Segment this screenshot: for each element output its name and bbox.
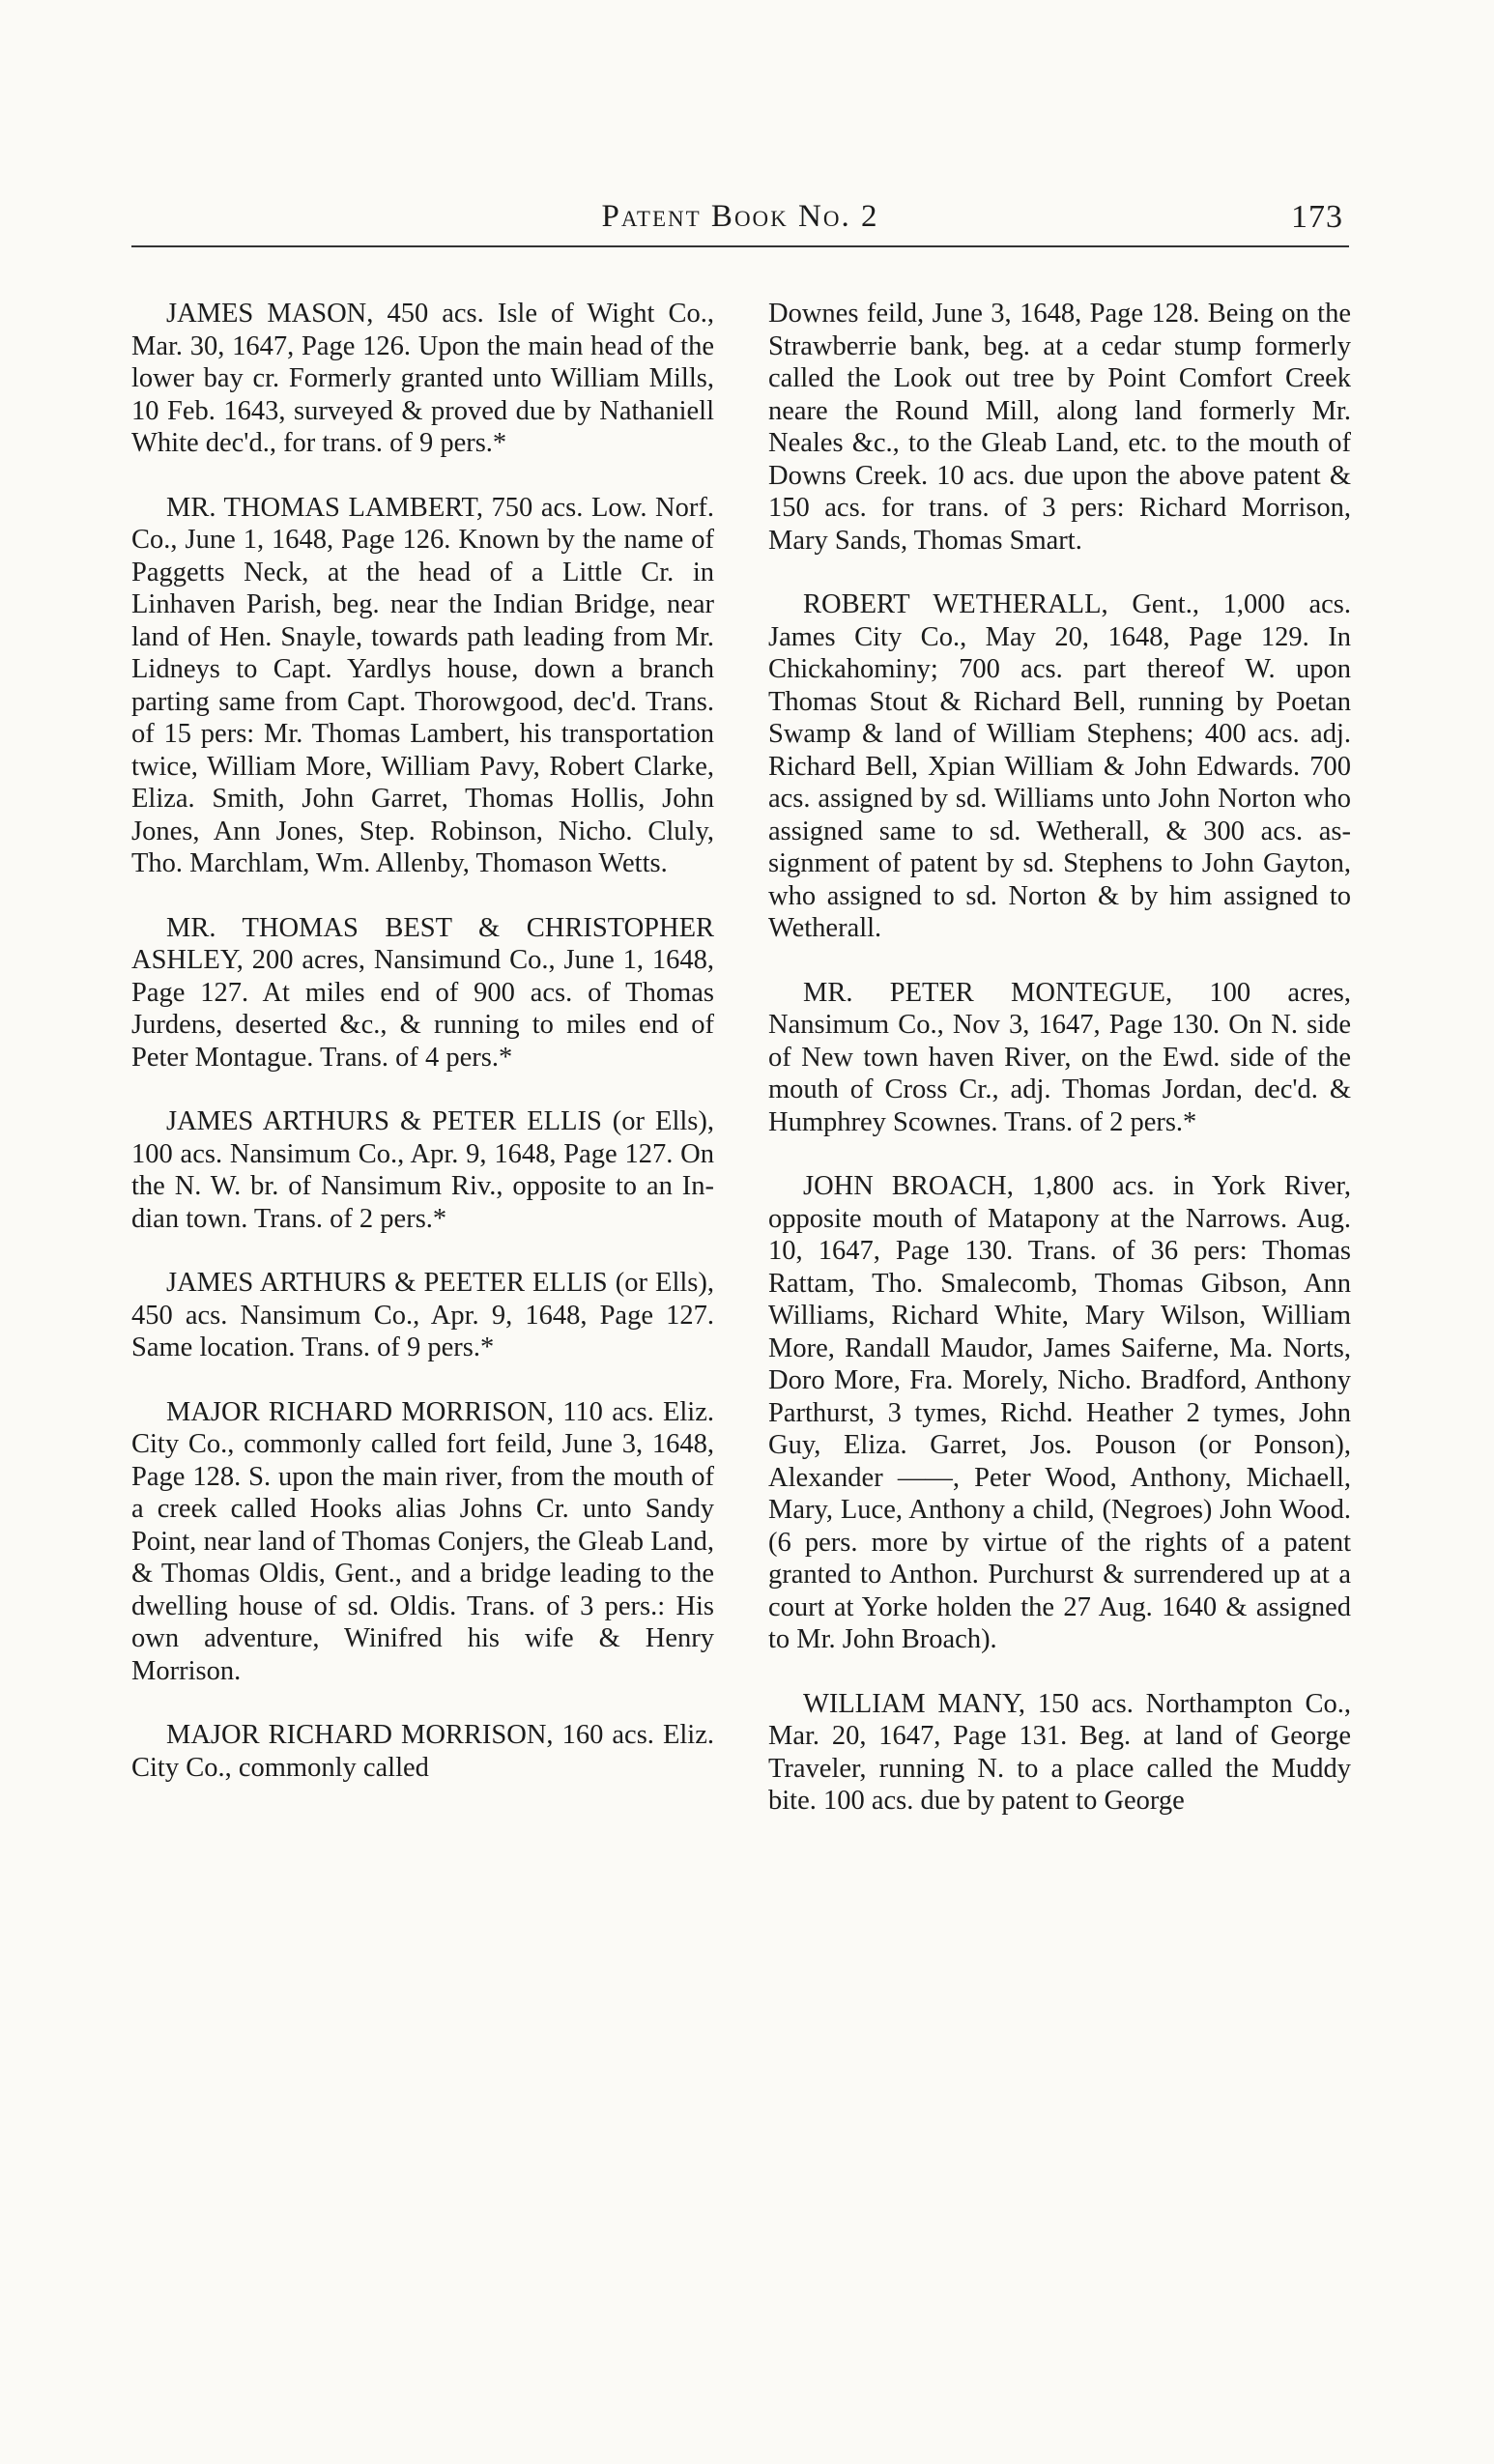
entry-text: MR. THOMAS LAMBERT, 750 acs. Low. Norf. Co., June 1, 1648, Page 126. Known by the name of Paggetts Neck, at the head of a Little Cr. in Linhaven Parish, beg. near the Indian Bridge, near land of Hen. Snayle, towards path leading from Mr. Lidneys to Capt. Yardlys house, down a branch parting same from Capt. Thorowgood, dec'd. Trans. of 15 pers: Mr. Thomas Lambert, his transportation twice, William More, William Pavy, Robert Clarke, Eliza. Smith, John Garret, Thomas Hollis, John Jones, Ann Jones, Step. Robinson, Nicho. Cluly, Tho. Marchlam, Wm. Allenby, Thomason Wetts. [131,492,714,878]
patent-entry-james-mason [131,298,714,460]
entry-text: JAMES ARTHURS & PEETER ELLIS (or Ells), 450 acs. Nansimum Co., Apr. 9, 1648, Page 127. Same location. Trans. of 9 pers.* [131,1268,714,1362]
patent-entry-best-ashley [131,912,714,1074]
text-columns [131,298,1351,2230]
patent-entry-william-many [768,1688,1351,1818]
patent-entry-peter-montegue [768,977,1351,1139]
entry-text: WILLIAM MANY, 150 acs. Northampton Co., Mar. 20, 1647, Page 131. Beg. at land of George Traveler, running N. to a place called the Muddy bite. 100 acs. due by patent to George [768,1688,1351,1816]
patent-entry-morrison-110 [131,1396,714,1688]
left-column [131,298,714,2230]
entry-text: JAMES MASON, 450 acs. Isle of Wight Co., Mar. 30, 1647, Page 126. Upon the main head of the lower bay cr. Formerly granted unto William Mills, 10 Feb. 1643, surveyed & proved due by Nathaniell White dec'd., for trans. of 9 pers.* [131,299,714,458]
page-number: 173 [1291,199,1343,235]
patent-entry-arthurs-ellis-450 [131,1267,714,1364]
patent-entry-morrison-160 [131,1719,714,1784]
running-head [131,191,1349,249]
patent-entry-robert-wetherall [768,588,1351,945]
entry-text: JAMES ARTHURS & PETER ELLIS (or Ells), 100 acs. Nansimum Co., Apr. 9, 1648, Page 127. On the N. W. br. of Nansimum Riv., opposite to an Indian town. Trans. of 2 pers.* [131,1106,714,1234]
entry-text: MR. PETER MONTEGUE, 100 acres, Nansimum Co., Nov 3, 1647, Page 130. On N. side of New town haven River, on the Ewd. side of the mouth of Cross Cr., adj. Thomas Jordan, dec'd. & Humphrey Scownes. Trans. of 2 pers.* [768,977,1351,1137]
entry-text: MAJOR RICHARD MORRISON, 110 acs. Eliz. City Co., commonly called fort feild, June 3, 1648, Page 128. S. upon the main river, from the mouth of a creek called Hooks alias Johns Cr. unto Sandy Point, near land of Thomas Conjers, the Gleab Land, & Thomas Oldis, Gent., and a bridge leading to the dwelling house of sd. Oldis. Trans. of 3 pers.: His own adventure, Winifred his wife & Henry Morrison. [131,1396,714,1686]
patent-entry-thomas-lambert [131,492,714,880]
entry-text: MR. THOMAS BEST & CHRISTOPHER ASHLEY, 200 acres, Nansimund Co., June 1, 1648, Page 127. At miles end of 900 acs. of Thomas Jurdens, deserted &c., & running to miles end of Peter Montague. Trans. of 4 pers.* [131,912,714,1073]
patent-entry-arthurs-ellis-100 [131,1105,714,1235]
right-column [768,298,1351,2230]
patent-entry-morrison-160-continued [768,298,1351,557]
entry-text: JOHN BROACH, 1,800 acs. in York River, opposite mouth of Matapony at the Narrows. Aug. 10, 1647, Page 130. Trans. of 36 pers: Thomas Rattam, Tho. Smalecomb, Thomas Gibson, Ann Williams, Richard White, Mary Wilson, William More, Randall Maudor, James Saiferne, Ma. Norts, Doro More, Fra. Morely, Nicho. Bradford, Anthony Parthurst, 3 tymes, Richd. Heather 2 tymes, John Guy, Eliza. Garret, Jos. Pouson (or Ponson), Alexander ——, Peter Wood, Anthony, Michaell, Mary, Luce, Anthony a child, (Negroes) John Wood. (6 pers. more by virtue of the rights of a patent granted to Anthon. Purchurst & surrendered up at a court at Yorke holden the 27 Aug. 1640 & assigned to Mr. John Broach). [768,1171,1351,1654]
header-rule [131,245,1349,247]
entry-text: Downes feild, June 3, 1648, Page 128. Being on the Strawberrie bank, beg. at a cedar stump formerly called the Look out tree by Point Comfort Creek neare the Round Mill, along land formerly Mr. Neales &c., to the Gleab Land, etc. to the mouth of Downs Creek. 10 acs. due upon the above patent & 150 acs. for trans. of 3 pers: Richard Morrison, Mary Sands, Thomas Smart. [768,299,1351,556]
book-title: Patent Book No. 2 [601,199,879,234]
entry-text: MAJOR RICHARD MORRISON, 160 acs. Eliz. City Co., commonly called [131,1720,714,1783]
entry-text: ROBERT WETHERALL, Gent., 1,000 acs. James City Co., May 20, 1648, Page 129. In Chickahominy; 700 acs. part thereof W. upon Thomas Stout & Richard Bell, running by Poetan Swamp & land of William Stephens; 400 acs. adj. Richard Bell, Xpian William & John Edwards. 700 acs. assigned by sd. Williams unto John Norton who assigned same to sd. Wetherall, & 300 acs. assignment of patent by sd. Stephens to John Gayton, who assigned to sd. Norton & by him assigned to Wetherall. [768,589,1351,943]
patent-entry-john-broach [768,1170,1351,1656]
